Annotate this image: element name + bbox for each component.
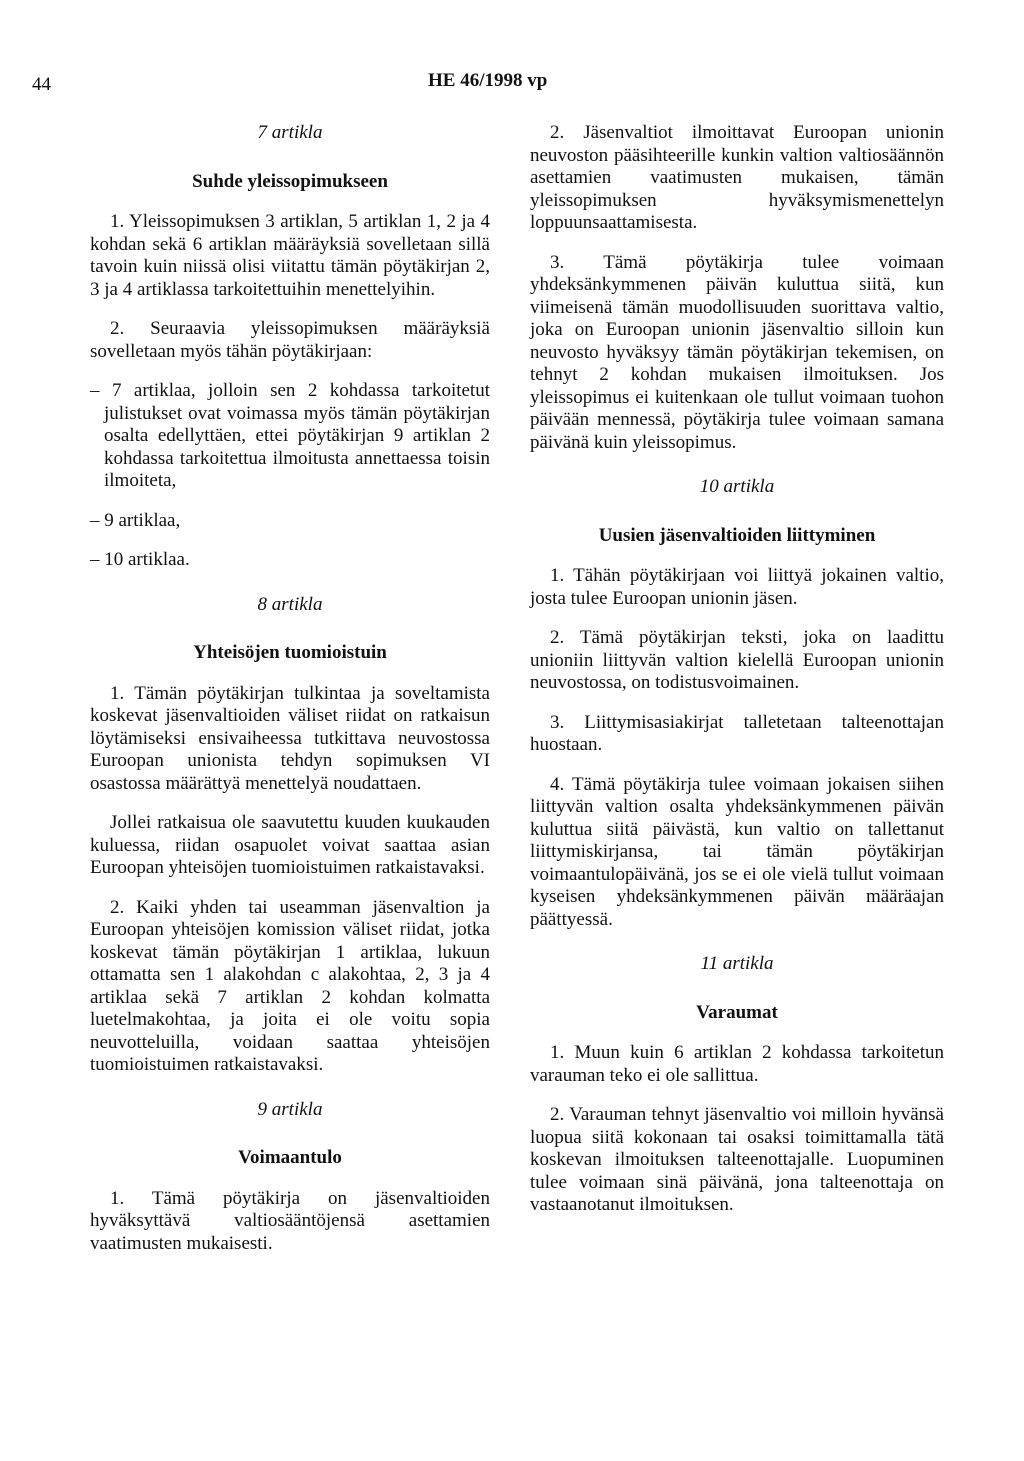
article-7-list-item-2: – 9 artiklaa, (90, 509, 181, 531)
article-9-paragraph-3: 3. Tämä pöytäkirja tulee voimaan yhdeksänkymmenen päivän kuluttua siitä, kun viimeisenä tämän muodollisuuden suorittava valtio, joka on Euroopan unionin jäsenvaltio silloin kun neuvosto hyväksyy tämän pöytäkirjan tekemisen, on tehnyt 2 kohdan mukaisen ilmoituksen. Jos yleissopimus ei kuitenkaan ole tullut voimaan tuohon päivään mennessä, pöytäkirja tulee voimaan samana päivänä kuin yleissopimus. (530, 251, 944, 453)
article-9-number: 9 artikla (257, 1098, 323, 1120)
article-9-paragraph-1: 1. Tämä pöytäkirja on jäsenvaltioiden hyväksyttävä valtiosääntöjensä asettamien vaatimusten mukaisesti. (90, 1187, 490, 1254)
article-9-paragraph-2: 2. Jäsenvaltiot ilmoittavat Euroopan unionin neuvoston pääsihteerille kunkin valtion valtiosäännön asettamien vaatimusten mukaisen, tämän yleissopimuksen hyväksymismenettelyn loppuunsaattamisesta. (530, 122, 944, 233)
article-10-paragraph-3: 3. Liittymisasiakirjat talletetaan talteenottajan huostaan. (530, 711, 944, 755)
article-7-paragraph-2: 2. Seuraavia yleissopimuksen määräyksiä sovelletaan myös tähän pöytäkirjaan: (90, 318, 490, 362)
article-9-title: Voimaantulo (238, 1147, 342, 1168)
article-11-title: Varaumat (696, 1001, 778, 1023)
article-8-title: Yhteisöjen tuomioistuin (193, 642, 387, 663)
article-11-number: 11 artikla (700, 953, 774, 974)
running-head: HE 46/1998 vp (428, 70, 548, 91)
article-7-paragraph-1: 1. Yleissopimuksen 3 artiklan, 5 artiklan 1, 2 ja 4 kohdan sekä 6 artiklan määräyksiä sovelletaan sillä tavoin kuin niissä olisi viitattu tämän pöytäkirjan 2, 3 ja 4 artiklassa tarkoitettuihin menettelyihin. (90, 211, 490, 300)
article-8-paragraph-3: 2. Kaiki yhden tai useamman jäsenvaltion ja Euroopan yhteisöjen komission väliset riidat, jotka koskevat tämän pöytäkirjan 1 artiklaa, lukuun ottamatta sen 1 alakohdan c alakohtaa, 2, 3 ja 4 artiklaa sekä 7 artiklan 2 kohdan kolmatta luetelmakohtaa, ja joita ei ole voitu sopia neuvotteluilla, voidaan saattaa yhteisöjen tuomioistuimen ratkaistavaksi. (90, 896, 490, 1075)
article-10-title: Uusien jäsenvaltioiden liittyminen (598, 524, 876, 546)
article-8-paragraph-1: 1. Tämän pöytäkirjan tulkintaa ja soveltamista koskevat jäsenvaltioiden väliset riidat on ratkaisun löytämiseksi ensivaiheessa tutkittava neuvostossa Euroopan unionista tehdyn sopimuksen VI osastossa määrättyä menettelyä noudattaen. (90, 682, 490, 794)
article-8-number: 8 artikla (257, 593, 323, 615)
article-10-paragraph-1: 1. Tähän pöytäkirjaan voi liittyä jokainen valtio, josta tulee Euroopan unionin jäsen. (530, 565, 944, 609)
article-7-list-item-3: – 10 artiklaa. (90, 549, 190, 570)
page-number: 44 (32, 74, 51, 95)
article-10-number: 10 artikla (699, 476, 775, 497)
left-column (90, 122, 490, 1272)
article-8-paragraph-2: Jollei ratkaisua ole saavutettu kuuden kuukauden kuluessa, riidan osapuolet voivat saattaa asian Euroopan yhteisöjen tuomioistuimen ratkaistavaksi. (90, 812, 490, 878)
article-7-number: 7 artikla (257, 122, 323, 143)
article-10-paragraph-4: 4. Tämä pöytäkirja tulee voimaan jokaisen siihen liittyvän valtion osalta yhdeksänkymmenen päivän kuluttua siitä päivästä, kun valtio on tallettanut liittymiskirjansa, tai tämän pöytäkirjan voimaantulopäivänä, jos se ei ole vielä tullut voimaan kyseisen yhdeksänkymmenen päivän määräajan päättyessä. (530, 773, 944, 930)
article-7-list-item-1: – 7 artiklaa, jolloin sen 2 kohdassa tarkoitetut julistukset ovat voimassa myös tämän pöytäkirjan osalta edellyttäen, ettei pöytäkirjan 9 artiklan 2 kohdassa tarkoitettua ilmoitusta annettaessa toisin ilmoiteta, (90, 380, 490, 491)
article-10-paragraph-2: 2. Tämä pöytäkirjan teksti, joka on laadittu unioniin liittyvän valtion kielellä Euroopan unionin neuvostossa, on todistusvoimainen. (530, 627, 944, 693)
right-column (530, 122, 944, 1234)
article-7-title: Suhde yleissopimukseen (192, 170, 388, 192)
article-11-paragraph-2: 2. Varauman tehnyt jäsenvaltio voi milloin hyvänsä luopua siitä kokonaan tai osaksi toimittamalla tätä koskevan ilmoituksen talteenottajalle. Luopuminen tulee voimaan sinä päivänä, jona talteenottaja on vastaanotanut ilmoituksen. (530, 1104, 944, 1215)
article-11-paragraph-1: 1. Muun kuin 6 artiklan 2 kohdassa tarkoitetun varauman teko ei ole sallittua. (530, 1042, 944, 1086)
